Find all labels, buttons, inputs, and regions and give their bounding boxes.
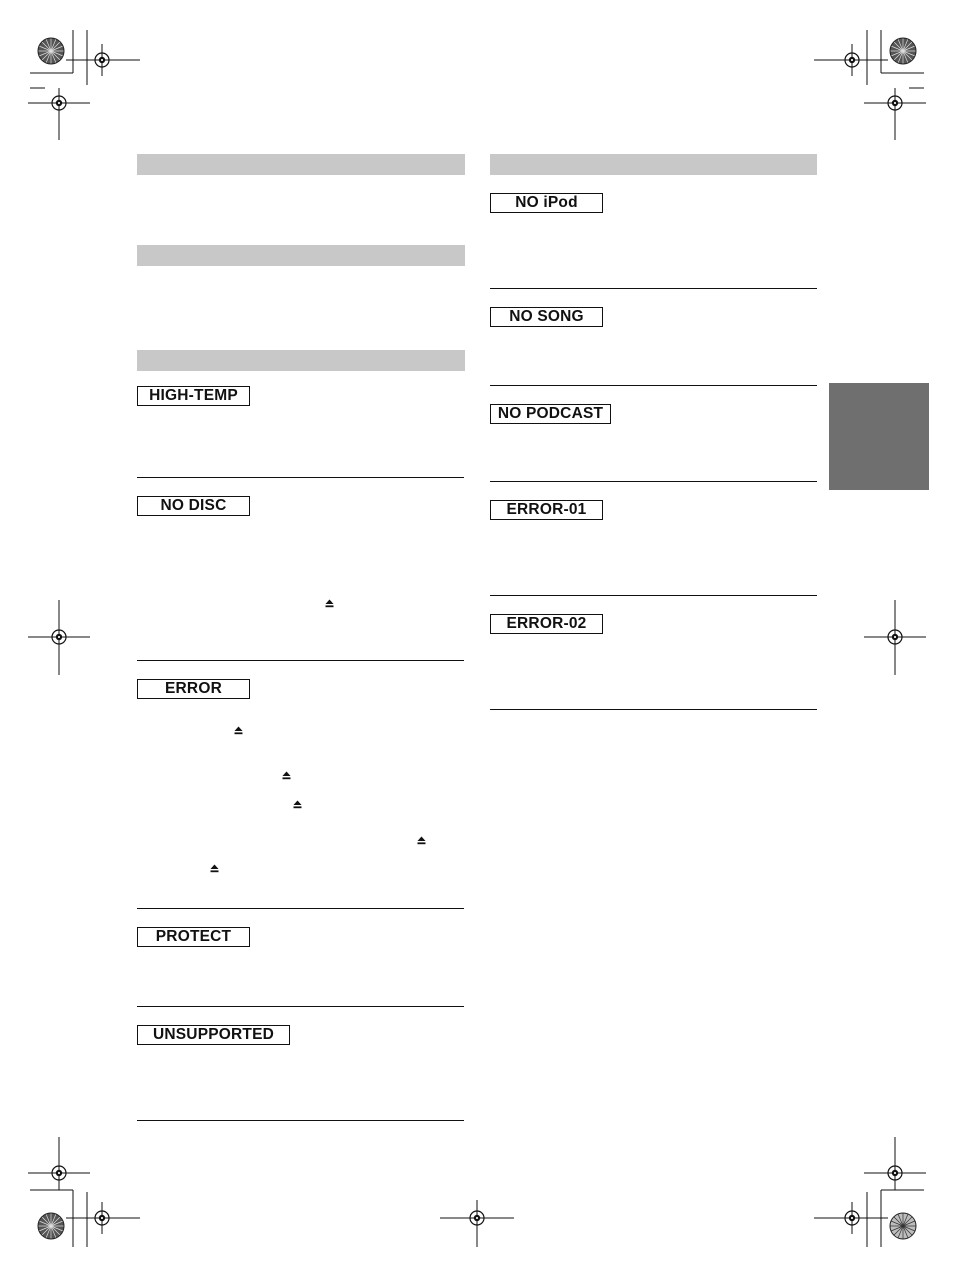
code-no-disc: NO DISC xyxy=(137,496,250,516)
code-no-ipod: NO iPod xyxy=(490,193,603,213)
code-error-02: ERROR-02 xyxy=(490,614,603,634)
divider xyxy=(137,908,464,909)
code-error: ERROR xyxy=(137,679,250,699)
code-no-podcast: NO PODCAST xyxy=(490,404,611,424)
eject-icon xyxy=(417,836,426,845)
section-header-bar-4 xyxy=(490,154,817,175)
divider xyxy=(137,660,464,661)
code-no-song: NO SONG xyxy=(490,307,603,327)
eject-icon xyxy=(325,599,334,608)
divider xyxy=(490,385,817,386)
code-protect: PROTECT xyxy=(137,927,250,947)
divider xyxy=(490,481,817,482)
section-header-bar-3 xyxy=(137,350,465,371)
eject-icon xyxy=(282,771,291,780)
divider xyxy=(137,477,464,478)
code-high-temp: HIGH-TEMP xyxy=(137,386,250,406)
divider xyxy=(137,1006,464,1007)
code-error-01: ERROR-01 xyxy=(490,500,603,520)
section-header-bar-1 xyxy=(137,154,465,175)
divider xyxy=(490,288,817,289)
divider xyxy=(490,595,817,596)
divider xyxy=(490,709,817,710)
section-header-bar-2 xyxy=(137,245,465,266)
chapter-side-tab xyxy=(829,383,929,490)
eject-icon xyxy=(234,726,243,735)
eject-icon xyxy=(293,800,302,809)
code-unsupported: UNSUPPORTED xyxy=(137,1025,290,1045)
divider xyxy=(137,1120,464,1121)
eject-icon xyxy=(210,864,219,873)
